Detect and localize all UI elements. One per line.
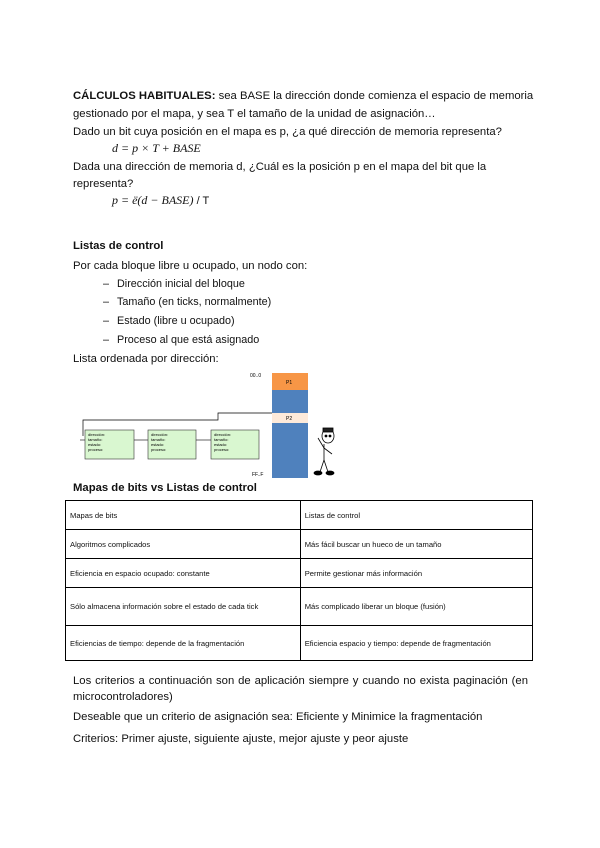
node-field: tamaño: bbox=[88, 437, 103, 442]
bullet-text: Tamaño (en ticks, normalmente) bbox=[117, 296, 272, 308]
node-field: estado: bbox=[214, 442, 228, 447]
node-field: estado: bbox=[151, 442, 165, 447]
list-node bbox=[148, 430, 196, 459]
bullet-item: – Dirección inicial del bloque bbox=[103, 278, 245, 290]
memory-top-label: 00..0 bbox=[250, 373, 262, 379]
memory-block-p2-label: P2 bbox=[286, 416, 293, 422]
comparison-title: Mapas de bits vs Listas de control bbox=[73, 482, 257, 494]
calc-intro-line2: gestionado por el mapa, y sea T el tamaño de la unidad de asignación… bbox=[73, 108, 436, 120]
thinking-figure-illustration bbox=[314, 428, 334, 475]
ordered-list-caption: Lista ordenada por dirección: bbox=[73, 353, 219, 365]
table-cell: Más complicado liberar un bloque (fusión) bbox=[300, 588, 532, 626]
formula-position bbox=[112, 193, 209, 208]
calc-intro-line1 bbox=[73, 88, 533, 104]
bullet-text: Proceso al que está asignado bbox=[117, 334, 260, 346]
bullet-item: – Tamaño (en ticks, normalmente) bbox=[103, 296, 272, 308]
criteria-note-line1: Los criterios a continuación son de aplicación siempre y cuando no exista paginación (en bbox=[73, 675, 528, 687]
bullet-text: Dirección inicial del bloque bbox=[117, 278, 245, 290]
criteria-note-line2: microcontroladores) bbox=[73, 691, 173, 703]
table-cell: Eficiencias de tiempo: depende de la fragmentación bbox=[66, 626, 301, 661]
calc-question-2b: representa? bbox=[73, 178, 134, 190]
table-row bbox=[66, 626, 533, 661]
calc-question-2a: Dada una dirección de memoria d, ¿Cuál es la posición p en el mapa del bit que la bbox=[73, 161, 487, 173]
control-list-diagram bbox=[80, 368, 370, 478]
criteria-desired: Deseable que un criterio de asignación sea: Eficiente y Minimice la fragmentación bbox=[73, 711, 483, 723]
list-node bbox=[85, 430, 134, 459]
node-field: proceso: bbox=[88, 447, 104, 452]
node-field: estado: bbox=[88, 442, 102, 447]
node-field: dirección: bbox=[214, 432, 232, 437]
comparison-table bbox=[65, 500, 533, 661]
control-lists-intro: Por cada bloque libre u ocupado, un nodo con: bbox=[73, 260, 308, 272]
table-row bbox=[66, 501, 533, 530]
memory-block-p1-label: P1 bbox=[286, 380, 293, 386]
table-row bbox=[66, 588, 533, 626]
calc-intro-text: sea BASE la dirección donde comienza el espacio de memoria bbox=[215, 90, 534, 102]
table-cell: Eficiencia en espacio ocupado: constante bbox=[66, 559, 301, 588]
criteria-list: Criterios: Primer ajuste, siguiente ajuste, mejor ajuste y peor ajuste bbox=[73, 733, 409, 745]
bullet-item: – Proceso al que está asignado bbox=[103, 334, 260, 346]
node-field: dirección: bbox=[88, 432, 106, 437]
table-cell: Permite gestionar más información bbox=[300, 559, 532, 588]
table-cell: Eficiencia espacio y tiempo: depende de fragmentación bbox=[300, 626, 532, 661]
table-cell: Mapas de bits bbox=[66, 501, 301, 530]
table-cell: Listas de control bbox=[300, 501, 532, 530]
control-lists-title: Listas de control bbox=[73, 240, 164, 252]
table-cell: Algoritmos complicados bbox=[66, 530, 301, 559]
table-row bbox=[66, 530, 533, 559]
node-field: tamaño: bbox=[151, 437, 166, 442]
calc-heading: CÁLCULOS HABITUALES: bbox=[73, 90, 216, 102]
node-field: dirección: bbox=[151, 432, 169, 437]
bullet-text: Estado (libre u ocupado) bbox=[117, 315, 235, 327]
bullet-item: – Estado (libre u ocupado) bbox=[103, 315, 235, 327]
table-row bbox=[66, 559, 533, 588]
formula-position-tail: / T bbox=[193, 195, 210, 207]
calc-question-1: Dado un bit cuya posición en el mapa es p, ¿a qué dirección de memoria representa? bbox=[73, 126, 502, 138]
memory-bottom-label: FF..F bbox=[252, 472, 264, 478]
node-field: tamaño: bbox=[214, 437, 229, 442]
table-cell: Más fácil buscar un hueco de un tamaño bbox=[300, 530, 532, 559]
formula-position-main: p = ë(d − BASE) bbox=[112, 193, 194, 207]
list-node bbox=[211, 430, 259, 459]
formula-address: d = p × T + BASE bbox=[112, 141, 201, 155]
node-field: proceso: bbox=[214, 447, 230, 452]
table-cell: Sólo almacena información sobre el estado de cada tick bbox=[66, 588, 301, 626]
node-field: proceso: bbox=[151, 447, 167, 452]
